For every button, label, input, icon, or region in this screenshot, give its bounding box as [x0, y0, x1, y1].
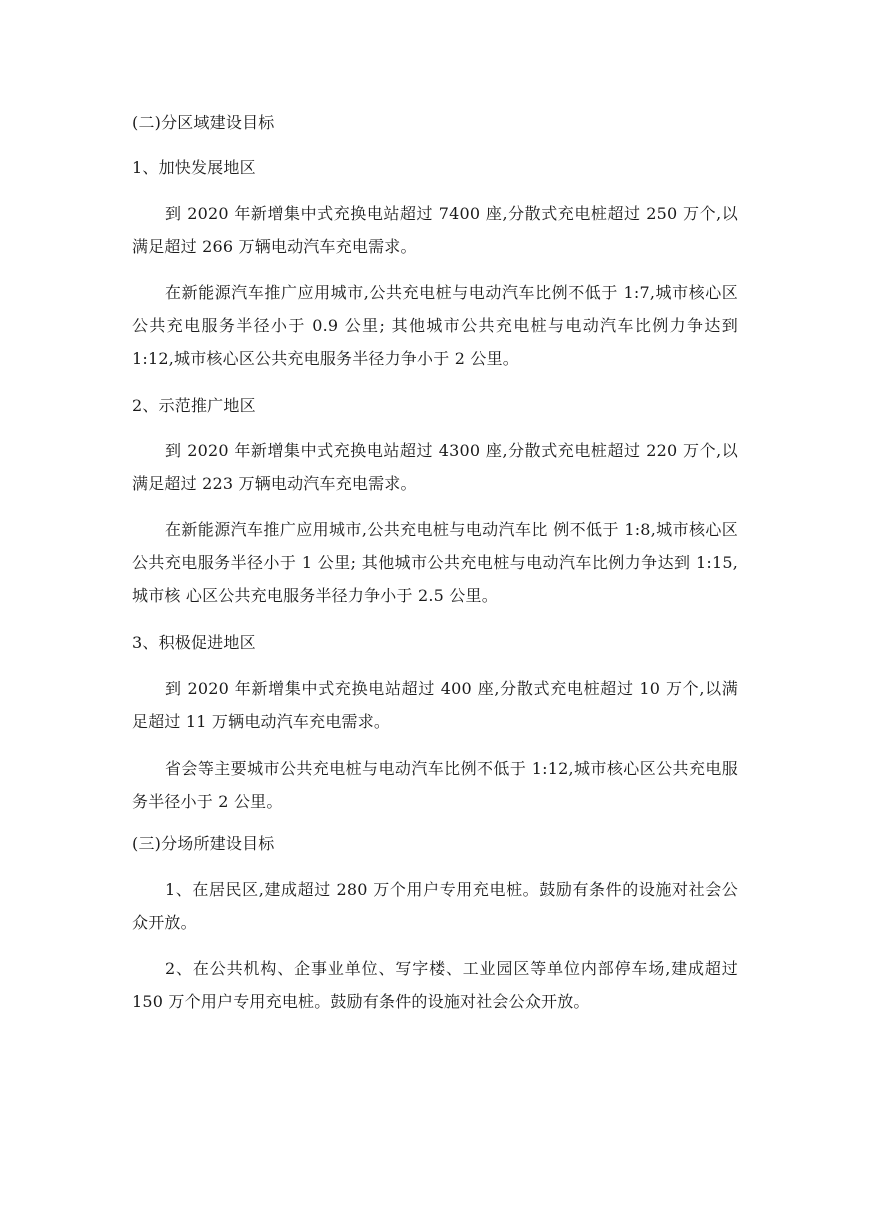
paragraph-accelerated-target: 到 2020 年新增集中式充换电站超过 7400 座,分散式充电桩超过 250 万个,以满足超过 266 万辆电动汽车充电需求。	[132, 204, 738, 256]
section-heading-regional: (二)分区域建设目标	[132, 113, 275, 132]
paragraph-promotion-ratio: 省会等主要城市公共充电桩与电动汽车比例不低于 1:12,城市核心区公共充电服务半径小于 2 公里。	[132, 759, 738, 811]
paragraph-accelerated-ratio: 在新能源汽车推广应用城市,公共充电桩与电动汽车比例不低于 1:7,城市核心区公共充电服务半径小于 0.9 公里; 其他城市公共充电桩与电动汽车比例力争达到 1:12,城市核心区公共充电服务半径力争小于 2 公里。	[132, 283, 738, 368]
region-title-accelerated: 1、加快发展地区	[132, 158, 256, 177]
region-title-demonstration: 2、示范推广地区	[132, 396, 256, 415]
paragraph-promotion-target: 到 2020 年新增集中式充换电站超过 400 座,分散式充电桩超过 10 万个,以满足超过 11 万辆电动汽车充电需求。	[132, 679, 738, 731]
paragraph-demonstration-target: 到 2020 年新增集中式充换电站超过 4300 座,分散式充电桩超过 220 万个,以满足超过 223 万辆电动汽车充电需求。	[132, 441, 738, 493]
section-heading-venue: (三)分场所建设目标	[132, 834, 275, 853]
paragraph-residential: 1、在居民区,建成超过 280 万个用户专用充电桩。鼓励有条件的设施对社会公众开放。	[132, 880, 738, 932]
paragraph-institutional: 2、在公共机构、企事业单位、写字楼、工业园区等单位内部停车场,建成超过 150 万个用户专用充电桩。鼓励有条件的设施对社会公众开放。	[132, 959, 738, 1011]
region-title-promotion: 3、积极促进地区	[132, 633, 256, 652]
paragraph-demonstration-ratio: 在新能源汽车推广应用城市,公共充电桩与电动汽车比 例不低于 1:8,城市核心区公共充电服务半径小于 1 公里; 其他城市公共充电桩与电动汽车比例力争达到 1:15,城市核 心区公共充电服务半径力争小于 2.5 公里。	[132, 520, 738, 605]
